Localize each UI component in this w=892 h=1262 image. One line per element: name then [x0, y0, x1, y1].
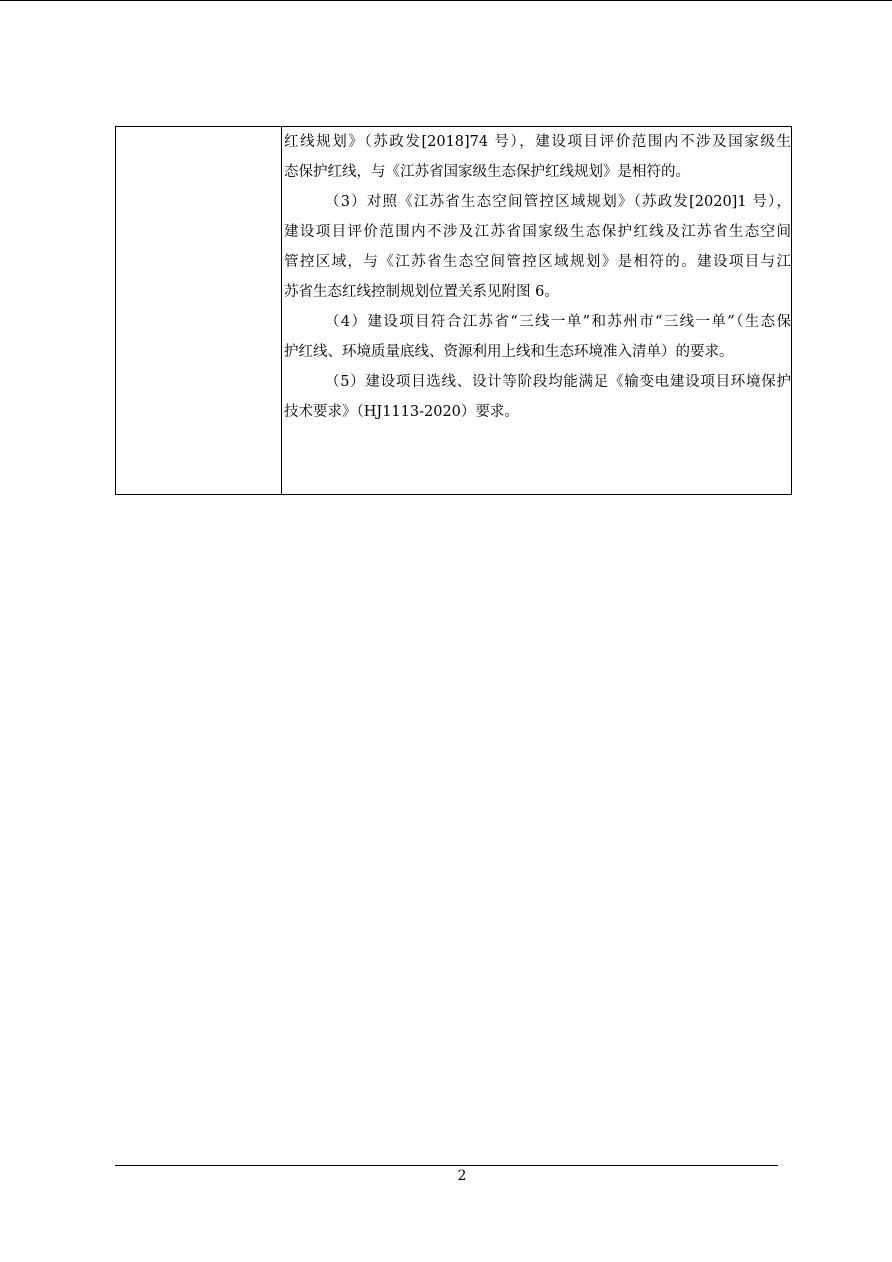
paragraph-block — [284, 127, 791, 427]
text-line: 护红线、环境质量底线、资源利用上线和生态环境准入清单）的要求。 — [284, 344, 734, 360]
text-line: 管控区域，与《江苏省生态空间管控区域规划》是相符的。建设项目与江 — [284, 254, 791, 270]
text-line: 态保护红线，与《江苏省国家级生态保护红线规划》是相符的。 — [284, 164, 690, 180]
text-line: 技术要求》（HJ1113-2020）要求。 — [284, 404, 519, 420]
text-line: 建设项目评价范围内不涉及江苏省国家级生态保护红线及江苏省生态空间 — [284, 224, 791, 240]
top-border-line — [0, 0, 892, 1]
footer-divider — [115, 1165, 778, 1166]
table-left-cell — [116, 127, 282, 494]
text-line: （3）对照《江苏省生态空间管控区域规划》（苏政发[2020]1 号）， — [325, 194, 791, 210]
table-right-cell — [282, 127, 791, 494]
page-number: 2 — [457, 1168, 467, 1184]
text-line: （4）建设项目符合江苏省“三线一单”和苏州市“三线一单”（生态保 — [325, 314, 791, 330]
text-line: （5）建设项目选线、设计等阶段均能满足《输变电建设项目环境保护 — [325, 374, 791, 390]
text-line: 红线规划》（苏政发[2018]74 号），建设项目评价范围内不涉及国家级生 — [284, 134, 791, 150]
content-table — [115, 126, 792, 495]
text-line: 苏省生态红线控制规划位置关系见附图 6。 — [284, 284, 559, 300]
